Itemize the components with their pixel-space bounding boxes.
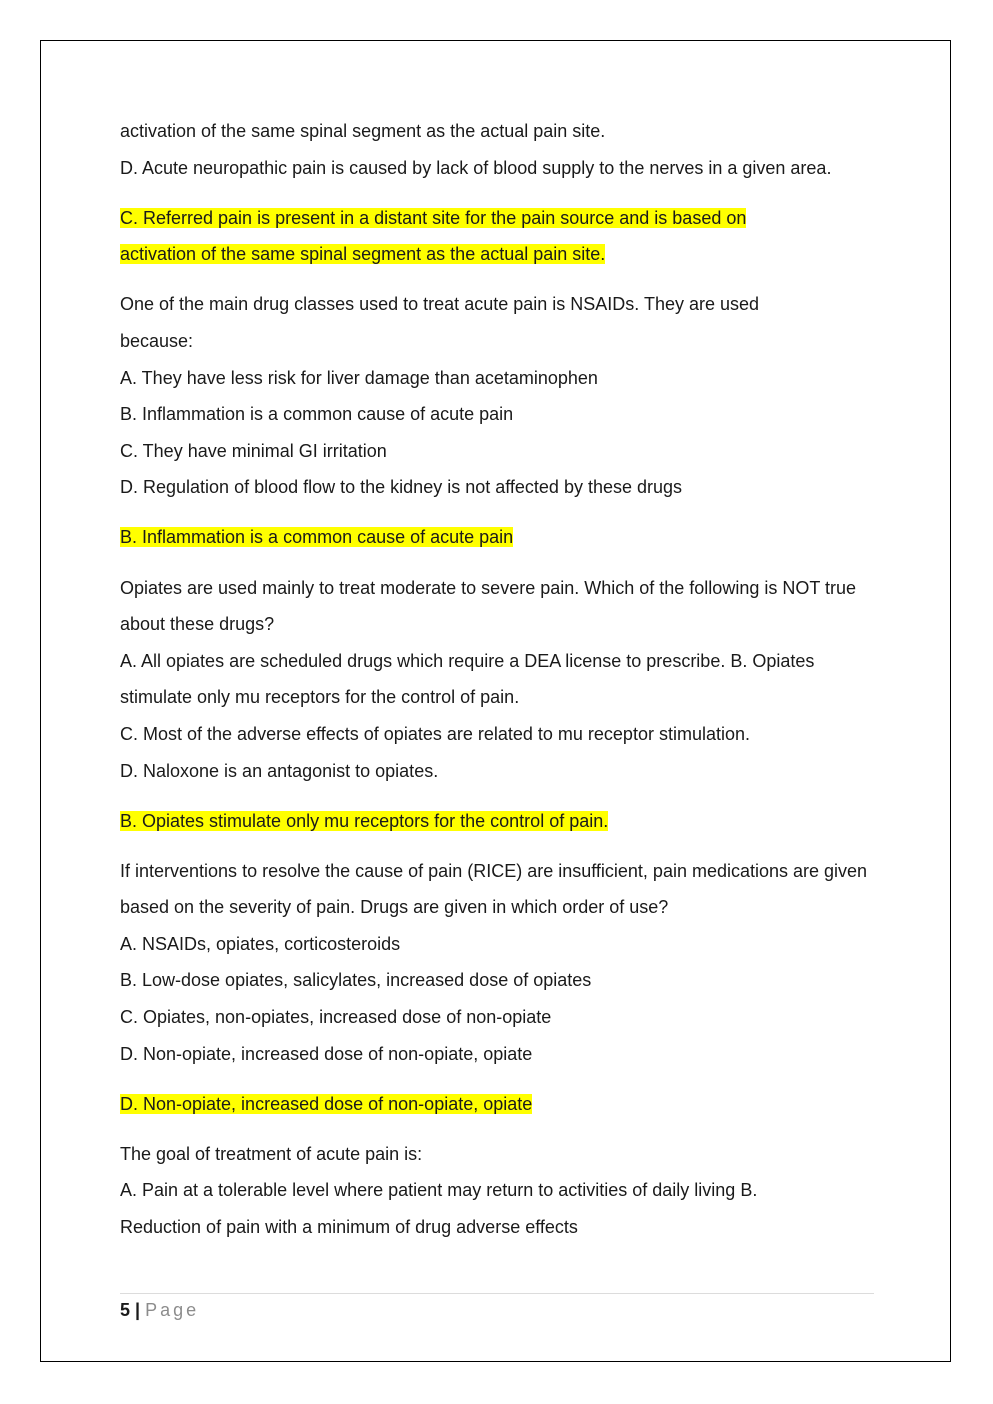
answer-highlight — [120, 1086, 880, 1123]
option-d: D. Naloxone is an antagonist to opiates. — [120, 760, 439, 781]
page-separator: | — [135, 1300, 141, 1320]
continued-option-d: D. Acute neuropathic pain is caused by lack of blood supply to the nerves in a given area. — [120, 157, 832, 178]
answer-text: B. Opiates stimulate only mu receptors for the control of pain. — [120, 810, 609, 831]
option-a: A. NSAIDs, opiates, corticosteroids — [120, 933, 401, 954]
answer-text: D. Non-opiate, increased dose of non-opiate, opiate — [120, 1093, 533, 1114]
answer-highlight — [120, 519, 880, 556]
page-number: 5 — [120, 1300, 131, 1320]
continued-text: activation of the same spinal segment as the actual pain site. — [120, 121, 606, 141]
question-stem: The goal of treatment of acute pain is: — [120, 1143, 423, 1164]
option-a: A. Pain at a tolerable level where patient may return to activities of daily living B. Reduction of pain with a minimum of drug adverse effects — [120, 1180, 758, 1238]
option-c: C. Most of the adverse effects of opiates are related to mu receptor stimulation. — [120, 723, 750, 744]
question-stem: If interventions to resolve the cause of pain (RICE) are insufficient, pain medications are given based on the severity of pain. Drugs are given in which order of use? — [120, 860, 868, 918]
option-b: B. Low-dose opiates, salicylates, increased dose of opiates — [120, 970, 592, 991]
option-a: A. All opiates are scheduled drugs which require a DEA license to prescribe. B. Opiates stimulate only mu receptors for the control of pain. — [120, 650, 815, 708]
answer-text: B. Inflammation is a common cause of acute pain — [120, 527, 514, 548]
question-stem: One of the main drug classes used to treat acute pain is NSAIDs. They are used because: — [120, 294, 760, 351]
document-body — [120, 113, 880, 1246]
question-stem: Opiates are used mainly to treat moderate to severe pain. Which of the following is NOT true about these drugs? — [120, 577, 857, 635]
answer-text: C. Referred pain is present in a distant site for the pain source and is based on activation of the same spinal segment as the actual pain site. — [120, 207, 747, 265]
option-c: C. They have minimal GI irritation — [120, 440, 387, 461]
option-c: C. Opiates, non-opiates, increased dose of non-opiate — [120, 1007, 552, 1028]
page-footer — [120, 1293, 874, 1322]
page-label: Page — [145, 1300, 200, 1320]
option-d: D. Regulation of blood flow to the kidney is not affected by these drugs — [120, 477, 683, 498]
answer-highlight — [120, 803, 880, 840]
option-d: D. Non-opiate, increased dose of non-opiate, opiate — [120, 1043, 533, 1064]
answer-highlight — [120, 200, 800, 273]
option-b: B. Inflammation is a common cause of acute pain — [120, 404, 514, 425]
option-a: A. They have less risk for liver damage than acetaminophen — [120, 367, 598, 388]
